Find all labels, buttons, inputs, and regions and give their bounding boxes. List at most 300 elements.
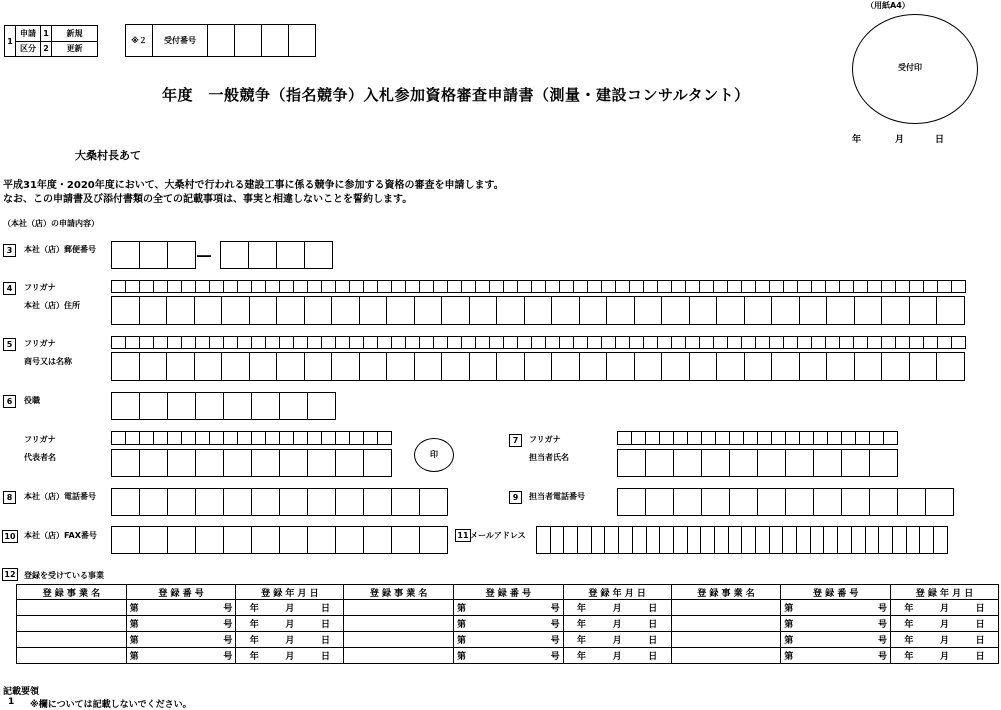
input-cell[interactable] bbox=[869, 431, 884, 445]
input-cell[interactable] bbox=[813, 431, 828, 445]
input-cell[interactable] bbox=[279, 280, 294, 293]
input-cell[interactable] bbox=[335, 449, 364, 477]
input-cell[interactable] bbox=[782, 526, 797, 554]
input-cell[interactable] bbox=[841, 431, 856, 445]
registration-number-cell[interactable] bbox=[781, 632, 891, 648]
input-cell[interactable] bbox=[447, 336, 462, 349]
registration-date-cell[interactable] bbox=[236, 600, 344, 616]
input-cell[interactable] bbox=[909, 280, 924, 293]
input-cell[interactable] bbox=[839, 280, 854, 293]
business-name-cell[interactable] bbox=[17, 648, 127, 664]
input-cell[interactable] bbox=[223, 392, 252, 420]
input-cell[interactable] bbox=[441, 296, 470, 325]
input-cell[interactable] bbox=[111, 449, 140, 477]
input-cell[interactable] bbox=[363, 280, 378, 293]
input-cell[interactable] bbox=[221, 352, 250, 381]
input-cell[interactable] bbox=[405, 336, 420, 349]
input-cell[interactable] bbox=[744, 296, 773, 325]
input-cell[interactable] bbox=[687, 526, 702, 554]
input-cell[interactable] bbox=[617, 449, 646, 477]
business-name-cell[interactable] bbox=[17, 632, 127, 648]
input-cell[interactable] bbox=[251, 280, 266, 293]
input-cell[interactable] bbox=[867, 336, 882, 349]
input-cell[interactable] bbox=[755, 526, 770, 554]
input-cell[interactable] bbox=[223, 526, 252, 554]
input-cell[interactable] bbox=[304, 352, 333, 381]
input-cell[interactable] bbox=[906, 526, 921, 554]
input-cell[interactable] bbox=[615, 336, 630, 349]
business-name-cell[interactable] bbox=[17, 600, 127, 616]
input-cell[interactable] bbox=[716, 296, 745, 325]
input-cell[interactable] bbox=[771, 296, 800, 325]
input-cell[interactable] bbox=[661, 352, 690, 381]
input-cell[interactable] bbox=[223, 488, 252, 516]
input-cell[interactable] bbox=[359, 352, 388, 381]
input-cell[interactable] bbox=[307, 488, 336, 516]
input-cell[interactable] bbox=[799, 296, 828, 325]
input-cell[interactable] bbox=[689, 352, 718, 381]
input-cell[interactable] bbox=[657, 336, 672, 349]
input-cell[interactable] bbox=[659, 431, 674, 445]
input-cell[interactable] bbox=[951, 280, 966, 293]
input-cell[interactable] bbox=[433, 280, 448, 293]
input-cell[interactable] bbox=[673, 449, 702, 477]
input-cell[interactable] bbox=[741, 280, 756, 293]
input-cell[interactable] bbox=[799, 352, 828, 381]
input-cell[interactable] bbox=[223, 449, 252, 477]
input-cell[interactable] bbox=[111, 241, 140, 269]
input-cell[interactable] bbox=[391, 488, 420, 516]
input-cell[interactable] bbox=[363, 431, 378, 445]
input-cell[interactable] bbox=[729, 488, 758, 516]
input-cell[interactable] bbox=[321, 280, 336, 293]
input-cell[interactable] bbox=[195, 526, 224, 554]
input-cell[interactable] bbox=[769, 280, 784, 293]
input-cell[interactable] bbox=[591, 526, 606, 554]
email-input[interactable] bbox=[536, 526, 948, 554]
input-cell[interactable] bbox=[919, 526, 934, 554]
input-cell[interactable] bbox=[195, 336, 210, 349]
input-cell[interactable] bbox=[587, 336, 602, 349]
input-cell[interactable] bbox=[279, 336, 294, 349]
input-cell[interactable] bbox=[237, 280, 252, 293]
input-cell[interactable] bbox=[629, 336, 644, 349]
input-cell[interactable] bbox=[125, 431, 140, 445]
position-input[interactable] bbox=[111, 392, 336, 420]
input-cell[interactable] bbox=[139, 336, 154, 349]
input-cell[interactable] bbox=[111, 431, 126, 445]
input-cell[interactable] bbox=[386, 352, 415, 381]
input-cell[interactable] bbox=[606, 352, 635, 381]
input-cell[interactable] bbox=[937, 280, 952, 293]
input-cell[interactable] bbox=[391, 336, 406, 349]
input-cell[interactable] bbox=[867, 280, 882, 293]
input-cell[interactable] bbox=[441, 352, 470, 381]
input-cell[interactable] bbox=[923, 280, 938, 293]
input-cell[interactable] bbox=[166, 296, 195, 325]
registration-date-cell[interactable] bbox=[236, 616, 344, 632]
input-cell[interactable] bbox=[629, 280, 644, 293]
input-cell[interactable] bbox=[741, 336, 756, 349]
input-cell[interactable] bbox=[701, 449, 730, 477]
input-cell[interactable] bbox=[618, 526, 633, 554]
input-cell[interactable] bbox=[517, 336, 532, 349]
input-cell[interactable] bbox=[909, 352, 938, 381]
input-cell[interactable] bbox=[559, 336, 574, 349]
company-kana-input[interactable] bbox=[111, 336, 966, 349]
input-cell[interactable] bbox=[433, 336, 448, 349]
input-cell[interactable] bbox=[223, 280, 238, 293]
registration-date-cell[interactable] bbox=[236, 632, 344, 648]
input-cell[interactable] bbox=[265, 280, 280, 293]
input-cell[interactable] bbox=[811, 336, 826, 349]
input-cell[interactable] bbox=[937, 336, 952, 349]
phone-input[interactable] bbox=[111, 488, 448, 516]
input-cell[interactable] bbox=[563, 526, 578, 554]
input-cell[interactable] bbox=[715, 431, 730, 445]
input-cell[interactable] bbox=[839, 336, 854, 349]
input-cell[interactable] bbox=[769, 336, 784, 349]
contact-kana-input[interactable] bbox=[617, 431, 898, 445]
input-cell[interactable] bbox=[125, 280, 140, 293]
input-cell[interactable] bbox=[716, 352, 745, 381]
input-cell[interactable] bbox=[405, 280, 420, 293]
input-cell[interactable] bbox=[279, 431, 294, 445]
input-cell[interactable] bbox=[419, 488, 448, 516]
input-cell[interactable] bbox=[167, 336, 182, 349]
input-cell[interactable] bbox=[331, 296, 360, 325]
input-cell[interactable] bbox=[545, 336, 560, 349]
input-cell[interactable] bbox=[265, 336, 280, 349]
input-cell[interactable] bbox=[701, 431, 716, 445]
input-cell[interactable] bbox=[892, 526, 907, 554]
input-cell[interactable] bbox=[813, 488, 842, 516]
business-name-cell[interactable] bbox=[17, 616, 127, 632]
business-name-cell[interactable] bbox=[344, 632, 454, 648]
input-cell[interactable] bbox=[293, 280, 308, 293]
input-cell[interactable] bbox=[951, 336, 966, 349]
input-cell[interactable] bbox=[139, 296, 168, 325]
input-cell[interactable] bbox=[878, 526, 893, 554]
input-cell[interactable] bbox=[854, 352, 883, 381]
input-cell[interactable] bbox=[837, 526, 852, 554]
input-cell[interactable] bbox=[785, 431, 800, 445]
input-cell[interactable] bbox=[220, 241, 249, 269]
input-cell[interactable] bbox=[757, 431, 772, 445]
input-cell[interactable] bbox=[601, 280, 616, 293]
input-cell[interactable] bbox=[279, 526, 308, 554]
input-cell[interactable] bbox=[936, 296, 965, 325]
input-cell[interactable] bbox=[643, 336, 658, 349]
input-cell[interactable] bbox=[881, 280, 896, 293]
input-cell[interactable] bbox=[881, 296, 910, 325]
input-cell[interactable] bbox=[279, 488, 308, 516]
input-cell[interactable] bbox=[559, 280, 574, 293]
input-cell[interactable] bbox=[825, 280, 840, 293]
input-cell[interactable] bbox=[139, 526, 168, 554]
input-cell[interactable] bbox=[661, 296, 690, 325]
input-cell[interactable] bbox=[689, 296, 718, 325]
registration-date-cell[interactable] bbox=[563, 632, 671, 648]
input-cell[interactable] bbox=[524, 352, 553, 381]
input-cell[interactable] bbox=[643, 280, 658, 293]
option-renew[interactable]: 更新 bbox=[52, 41, 98, 57]
input-cell[interactable] bbox=[579, 352, 608, 381]
input-cell[interactable] bbox=[645, 488, 674, 516]
input-cell[interactable] bbox=[687, 431, 702, 445]
input-cell[interactable] bbox=[771, 431, 786, 445]
input-cell[interactable] bbox=[783, 336, 798, 349]
business-name-cell[interactable] bbox=[671, 616, 781, 632]
input-cell[interactable] bbox=[685, 336, 700, 349]
input-cell[interactable] bbox=[489, 280, 504, 293]
input-cell[interactable] bbox=[811, 280, 826, 293]
input-cell[interactable] bbox=[785, 449, 814, 477]
input-cell[interactable] bbox=[634, 352, 663, 381]
input-cell[interactable] bbox=[810, 526, 825, 554]
input-cell[interactable] bbox=[573, 336, 588, 349]
input-cell[interactable] bbox=[771, 352, 800, 381]
input-cell[interactable] bbox=[673, 526, 688, 554]
input-cell[interactable] bbox=[700, 526, 715, 554]
input-cell[interactable] bbox=[757, 449, 786, 477]
input-cell[interactable] bbox=[335, 488, 364, 516]
business-name-cell[interactable] bbox=[344, 648, 454, 664]
input-cell[interactable] bbox=[251, 336, 266, 349]
registration-number-cell[interactable] bbox=[126, 600, 236, 616]
input-cell[interactable] bbox=[551, 296, 580, 325]
input-cell[interactable] bbox=[496, 296, 525, 325]
input-cell[interactable] bbox=[279, 392, 308, 420]
input-cell[interactable] bbox=[335, 526, 364, 554]
input-cell[interactable] bbox=[276, 241, 305, 269]
input-cell[interactable] bbox=[363, 336, 378, 349]
input-cell[interactable] bbox=[923, 336, 938, 349]
input-cell[interactable] bbox=[153, 431, 168, 445]
input-cell[interactable] bbox=[503, 280, 518, 293]
input-cell[interactable] bbox=[194, 296, 223, 325]
registration-number-cell[interactable] bbox=[453, 632, 563, 648]
input-cell[interactable] bbox=[377, 280, 392, 293]
input-cell[interactable] bbox=[279, 449, 308, 477]
business-name-cell[interactable] bbox=[344, 600, 454, 616]
input-cell[interactable] bbox=[419, 336, 434, 349]
input-cell[interactable] bbox=[617, 431, 632, 445]
input-cell[interactable] bbox=[195, 280, 210, 293]
input-cell[interactable] bbox=[111, 488, 140, 516]
input-cell[interactable] bbox=[237, 431, 252, 445]
input-cell[interactable] bbox=[181, 280, 196, 293]
contact-name-input[interactable] bbox=[617, 449, 898, 477]
registration-number-cell[interactable] bbox=[453, 648, 563, 664]
registration-number-cell[interactable] bbox=[126, 648, 236, 664]
input-cell[interactable] bbox=[881, 336, 896, 349]
input-cell[interactable] bbox=[321, 431, 336, 445]
postal-code-part2[interactable] bbox=[220, 241, 333, 269]
input-cell[interactable] bbox=[699, 280, 714, 293]
input-cell[interactable] bbox=[181, 431, 196, 445]
input-cell[interactable] bbox=[799, 431, 814, 445]
input-cell[interactable] bbox=[531, 280, 546, 293]
input-cell[interactable] bbox=[223, 431, 238, 445]
input-cell[interactable] bbox=[617, 488, 646, 516]
input-cell[interactable] bbox=[755, 280, 770, 293]
input-cell[interactable] bbox=[209, 336, 224, 349]
input-cell[interactable] bbox=[713, 280, 728, 293]
input-cell[interactable] bbox=[727, 280, 742, 293]
input-cell[interactable] bbox=[757, 488, 786, 516]
input-cell[interactable] bbox=[167, 526, 196, 554]
input-cell[interactable] bbox=[606, 296, 635, 325]
input-cell[interactable] bbox=[111, 392, 140, 420]
input-cell[interactable] bbox=[783, 280, 798, 293]
input-cell[interactable] bbox=[167, 449, 196, 477]
input-cell[interactable] bbox=[248, 241, 277, 269]
postal-code-part1[interactable] bbox=[111, 241, 196, 269]
input-cell[interactable] bbox=[657, 280, 672, 293]
input-cell[interactable] bbox=[251, 392, 280, 420]
input-cell[interactable] bbox=[743, 431, 758, 445]
input-cell[interactable] bbox=[307, 431, 322, 445]
input-cell[interactable] bbox=[741, 526, 756, 554]
address-input[interactable] bbox=[111, 296, 965, 325]
option-new[interactable]: 新規 bbox=[52, 26, 98, 42]
input-cell[interactable] bbox=[139, 449, 168, 477]
input-cell[interactable] bbox=[209, 431, 224, 445]
input-cell[interactable] bbox=[936, 352, 965, 381]
input-cell[interactable] bbox=[195, 488, 224, 516]
input-cell[interactable] bbox=[531, 336, 546, 349]
input-cell[interactable] bbox=[573, 280, 588, 293]
input-cell[interactable] bbox=[391, 526, 420, 554]
input-cell[interactable] bbox=[579, 296, 608, 325]
input-cell[interactable] bbox=[461, 280, 476, 293]
input-cell[interactable] bbox=[331, 352, 360, 381]
input-cell[interactable] bbox=[632, 526, 647, 554]
input-cell[interactable] bbox=[755, 336, 770, 349]
input-cell[interactable] bbox=[111, 280, 126, 293]
input-cell[interactable] bbox=[335, 431, 350, 445]
registration-number-cell[interactable] bbox=[126, 616, 236, 632]
input-cell[interactable] bbox=[671, 280, 686, 293]
registration-date-cell[interactable] bbox=[891, 632, 999, 648]
input-cell[interactable] bbox=[195, 431, 210, 445]
input-cell[interactable] bbox=[826, 352, 855, 381]
input-cell[interactable] bbox=[386, 296, 415, 325]
input-cell[interactable] bbox=[853, 336, 868, 349]
input-cell[interactable] bbox=[167, 488, 196, 516]
registration-number-cell[interactable] bbox=[453, 600, 563, 616]
input-cell[interactable] bbox=[615, 280, 630, 293]
input-cell[interactable] bbox=[223, 336, 238, 349]
registration-date-cell[interactable] bbox=[891, 616, 999, 632]
input-cell[interactable] bbox=[304, 296, 333, 325]
input-cell[interactable] bbox=[469, 296, 498, 325]
input-cell[interactable] bbox=[496, 352, 525, 381]
input-cell[interactable] bbox=[897, 488, 926, 516]
input-cell[interactable] bbox=[125, 336, 140, 349]
input-cell[interactable] bbox=[111, 352, 140, 381]
address-kana-input[interactable] bbox=[111, 280, 966, 293]
input-cell[interactable] bbox=[475, 336, 490, 349]
input-cell[interactable] bbox=[111, 296, 140, 325]
input-cell[interactable] bbox=[631, 431, 646, 445]
input-cell[interactable] bbox=[673, 431, 688, 445]
rep-kana-input[interactable] bbox=[111, 431, 392, 445]
input-cell[interactable] bbox=[551, 352, 580, 381]
registration-date-cell[interactable] bbox=[563, 648, 671, 664]
registration-date-cell[interactable] bbox=[236, 648, 344, 664]
input-cell[interactable] bbox=[826, 296, 855, 325]
input-cell[interactable] bbox=[139, 392, 168, 420]
input-cell[interactable] bbox=[727, 336, 742, 349]
input-cell[interactable] bbox=[377, 431, 392, 445]
input-cell[interactable] bbox=[813, 449, 842, 477]
input-cell[interactable] bbox=[195, 449, 224, 477]
input-cell[interactable] bbox=[869, 488, 898, 516]
input-cell[interactable] bbox=[111, 336, 126, 349]
input-cell[interactable] bbox=[587, 280, 602, 293]
business-name-cell[interactable] bbox=[671, 648, 781, 664]
input-cell[interactable] bbox=[447, 280, 462, 293]
input-cell[interactable] bbox=[419, 280, 434, 293]
input-cell[interactable] bbox=[673, 488, 702, 516]
input-cell[interactable] bbox=[307, 526, 336, 554]
input-cell[interactable] bbox=[307, 336, 322, 349]
input-cell[interactable] bbox=[363, 449, 392, 477]
input-cell[interactable] bbox=[469, 352, 498, 381]
input-cell[interactable] bbox=[853, 280, 868, 293]
input-cell[interactable] bbox=[827, 431, 842, 445]
input-cell[interactable] bbox=[414, 352, 443, 381]
input-cell[interactable] bbox=[249, 352, 278, 381]
input-cell[interactable] bbox=[139, 488, 168, 516]
input-cell[interactable] bbox=[237, 336, 252, 349]
input-cell[interactable] bbox=[167, 392, 196, 420]
input-cell[interactable] bbox=[659, 526, 674, 554]
input-cell[interactable] bbox=[321, 336, 336, 349]
registration-date-cell[interactable] bbox=[891, 648, 999, 664]
input-cell[interactable] bbox=[699, 336, 714, 349]
fax-input[interactable] bbox=[111, 526, 448, 554]
input-cell[interactable] bbox=[167, 280, 182, 293]
input-cell[interactable] bbox=[865, 526, 880, 554]
input-cell[interactable] bbox=[181, 336, 196, 349]
input-cell[interactable] bbox=[166, 352, 195, 381]
input-cell[interactable] bbox=[363, 488, 392, 516]
input-cell[interactable] bbox=[349, 431, 364, 445]
business-name-cell[interactable] bbox=[671, 600, 781, 616]
input-cell[interactable] bbox=[265, 431, 280, 445]
input-cell[interactable] bbox=[728, 526, 743, 554]
input-cell[interactable] bbox=[550, 526, 565, 554]
input-cell[interactable] bbox=[293, 431, 308, 445]
input-cell[interactable] bbox=[489, 336, 504, 349]
input-cell[interactable] bbox=[221, 296, 250, 325]
input-cell[interactable] bbox=[349, 336, 364, 349]
registration-date-cell[interactable] bbox=[891, 600, 999, 616]
input-cell[interactable] bbox=[854, 296, 883, 325]
input-cell[interactable] bbox=[475, 280, 490, 293]
input-cell[interactable] bbox=[414, 296, 443, 325]
input-cell[interactable] bbox=[276, 352, 305, 381]
rep-name-input[interactable] bbox=[111, 449, 392, 477]
input-cell[interactable] bbox=[307, 449, 336, 477]
input-cell[interactable] bbox=[293, 336, 308, 349]
input-cell[interactable] bbox=[797, 336, 812, 349]
input-cell[interactable] bbox=[604, 526, 619, 554]
input-cell[interactable] bbox=[841, 488, 870, 516]
